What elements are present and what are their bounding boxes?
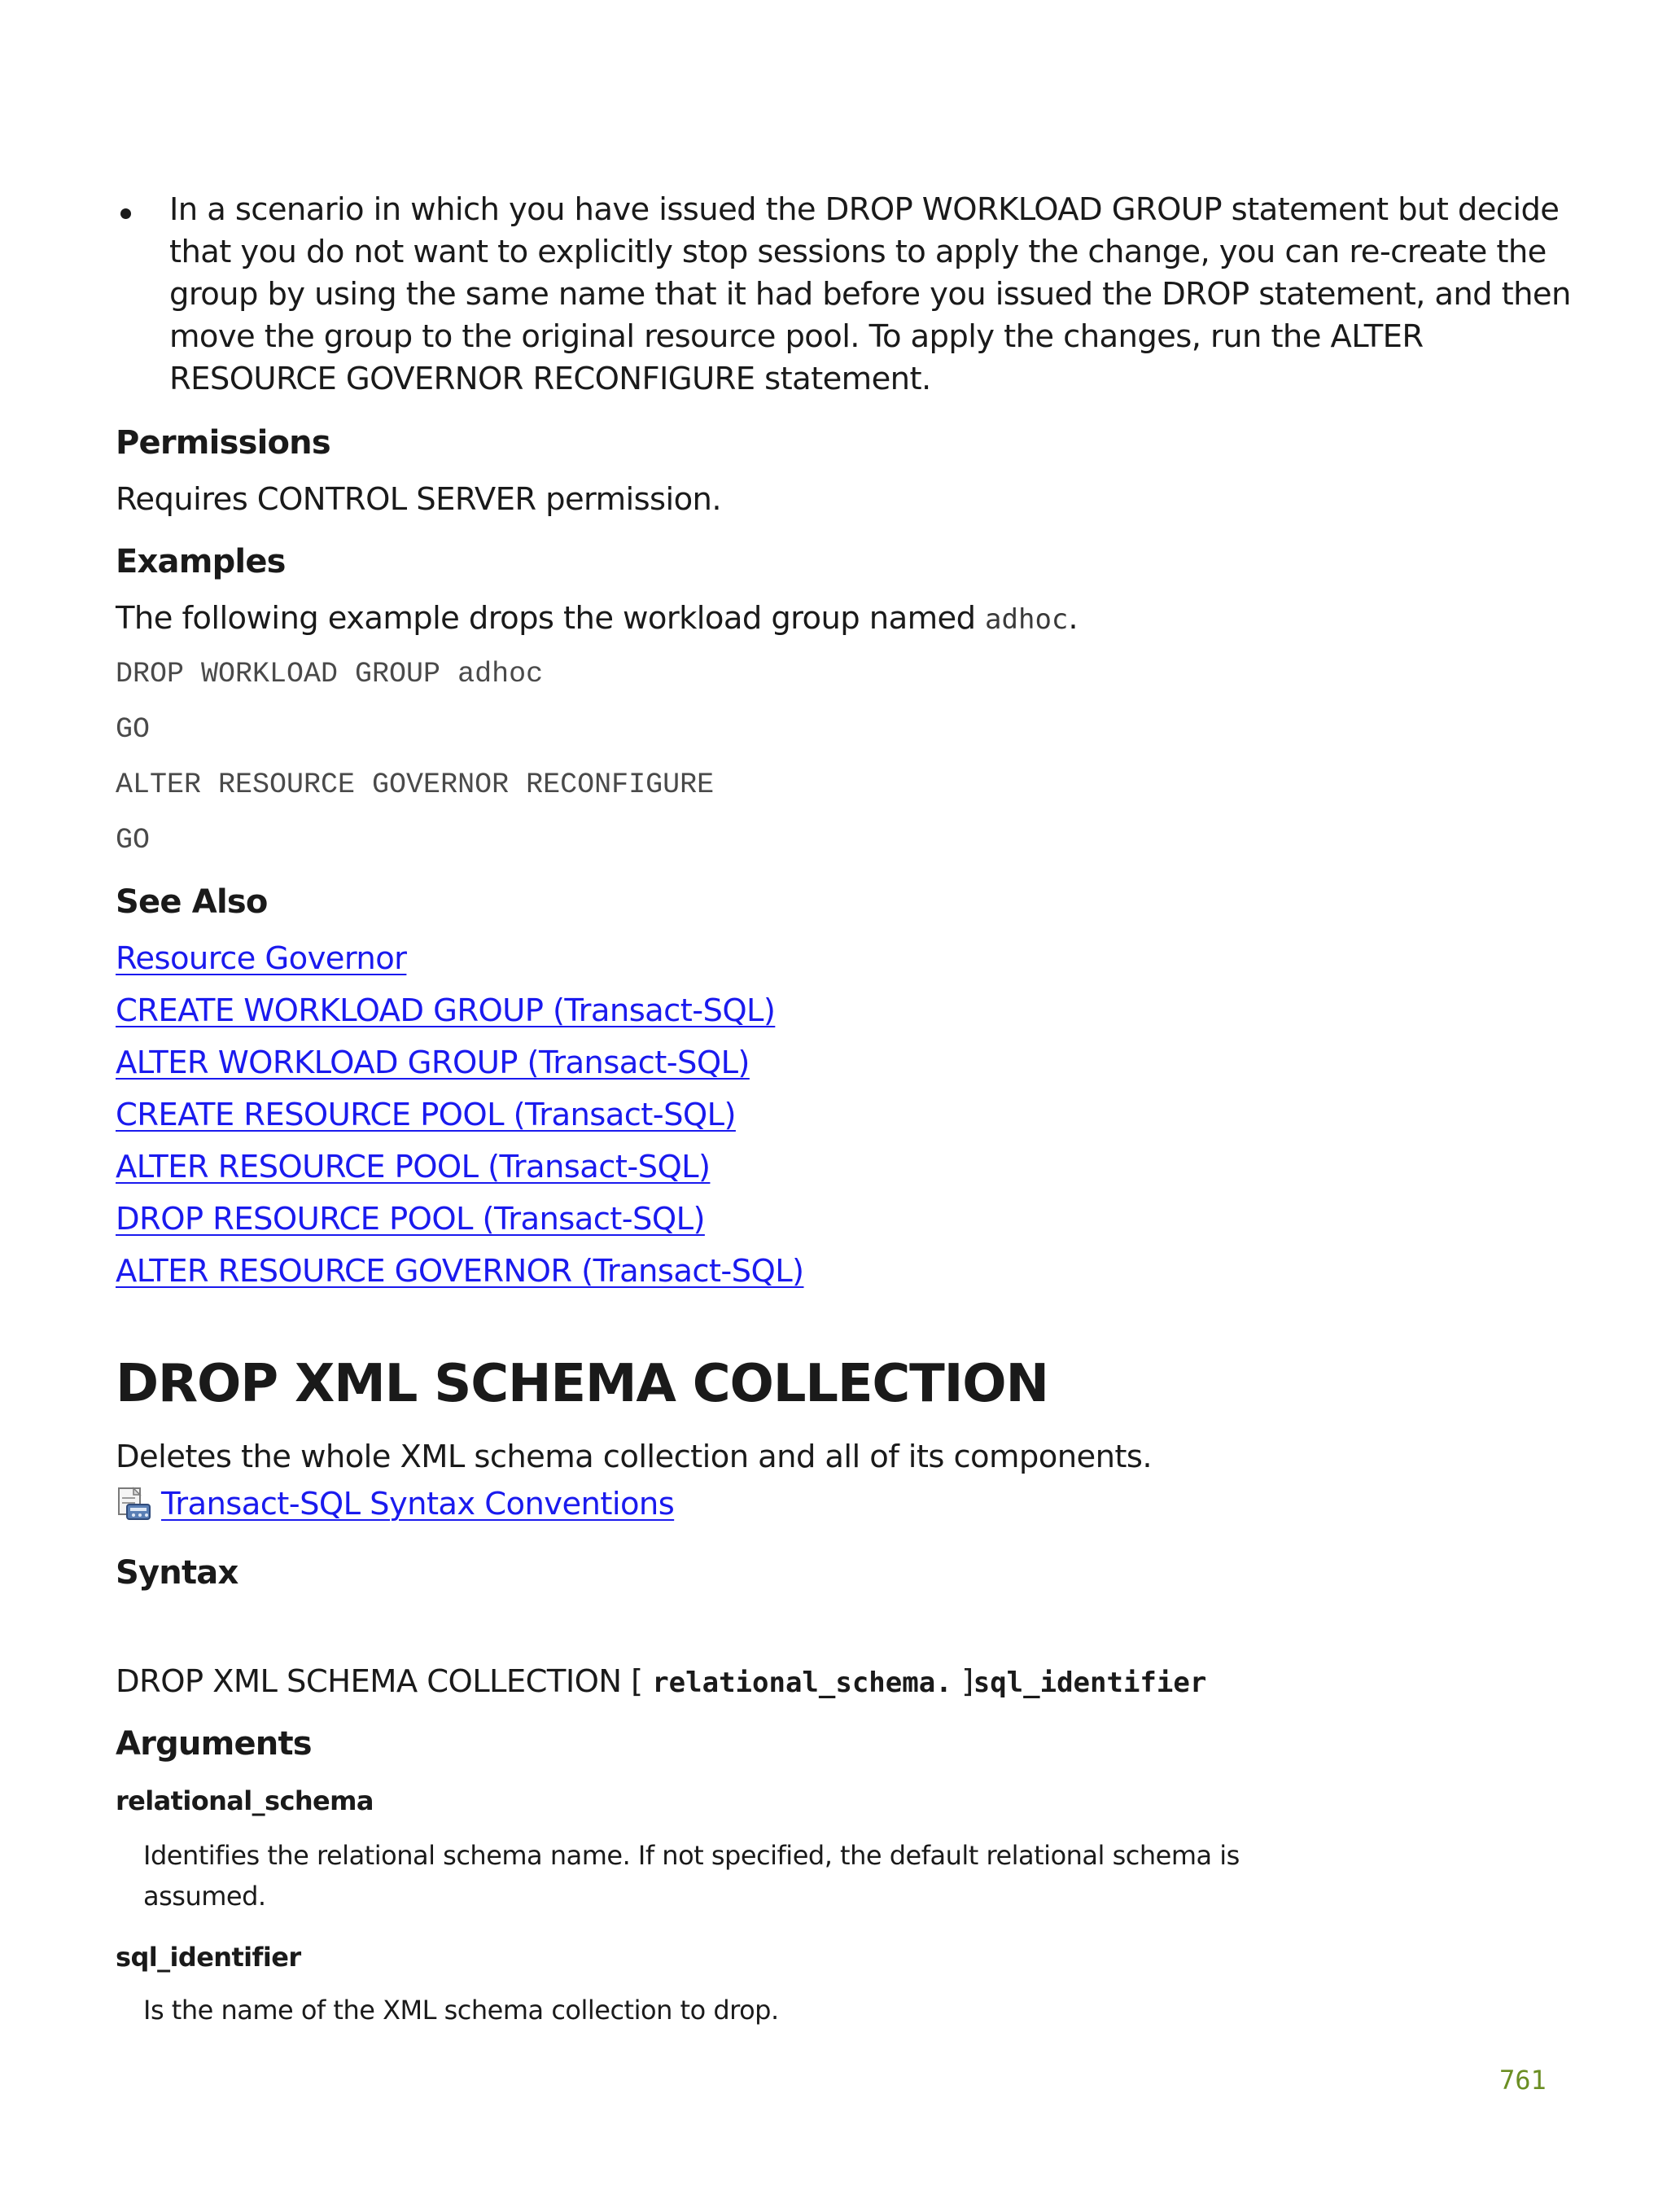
syntax-identifier-part: sql_identifier bbox=[973, 1667, 1207, 1699]
examples-intro-period: . bbox=[1068, 600, 1079, 637]
link-create-workload-group[interactable]: CREATE WORKLOAD GROUP (Transact-SQL) bbox=[116, 992, 776, 1029]
argument-name: sql_identifier bbox=[116, 1942, 301, 1973]
code-line: DROP WORKLOAD GROUP adhoc bbox=[116, 658, 544, 690]
bullet-line: In a scenario in which you have issued the DROP WORKLOAD GROUP statement but decide bbox=[169, 191, 1560, 228]
syntax-conventions-link[interactable]: Transact-SQL Syntax Conventions bbox=[161, 1486, 675, 1522]
bullet-line: group by using the same name that it had before you issued the DROP statement, and then bbox=[169, 276, 1571, 313]
syntax-statement bbox=[116, 1661, 1206, 1704]
see-also-heading: See Also bbox=[116, 883, 268, 921]
bullet-line: RESOURCE GOVERNOR RECONFIGURE statement. bbox=[169, 361, 931, 397]
arguments-heading: Arguments bbox=[116, 1725, 312, 1763]
section-title: DROP XML SCHEMA COLLECTION bbox=[116, 1354, 1048, 1414]
link-drop-resource-pool[interactable]: DROP RESOURCE POOL (Transact-SQL) bbox=[116, 1201, 705, 1237]
examples-intro-text: The following example drops the workload group named bbox=[116, 600, 986, 637]
argument-description bbox=[143, 1990, 779, 2030]
bullet-marker bbox=[120, 208, 131, 219]
syntax-prefix: DROP XML SCHEMA COLLECTION [ bbox=[116, 1663, 653, 1700]
link-resource-governor[interactable]: Resource Governor bbox=[116, 940, 407, 977]
code-line: GO bbox=[116, 824, 151, 856]
argument-description-line: Is the name of the XML schema collection to drop. bbox=[143, 1995, 779, 2026]
code-line: GO bbox=[116, 713, 151, 746]
bullet-line: that you do not want to explicitly stop sessions to apply the change, you can re-create the bbox=[169, 234, 1547, 270]
examples-intro bbox=[116, 598, 1078, 641]
argument-description bbox=[143, 1835, 1240, 1916]
link-alter-resource-pool[interactable]: ALTER RESOURCE POOL (Transact-SQL) bbox=[116, 1149, 711, 1185]
link-alter-workload-group[interactable]: ALTER WORKLOAD GROUP (Transact-SQL) bbox=[116, 1045, 750, 1081]
section-description: Deletes the whole XML schema collection and all of its components. bbox=[116, 1439, 1152, 1475]
bullet-line: move the group to the original resource pool. To apply the changes, run the ALTER bbox=[169, 318, 1424, 355]
syntax-bracket: ] bbox=[952, 1663, 974, 1700]
examples-intro-code: adhoc bbox=[985, 603, 1069, 636]
examples-heading: Examples bbox=[116, 543, 286, 580]
argument-description-line: assumed. bbox=[143, 1881, 266, 1912]
syntax-conventions-icon[interactable] bbox=[116, 1487, 153, 1522]
bullet-text bbox=[169, 189, 1571, 401]
argument-name: relational_schema bbox=[116, 1785, 374, 1816]
code-line: ALTER RESOURCE GOVERNOR RECONFIGURE bbox=[116, 769, 715, 801]
permissions-text: Requires CONTROL SERVER permission. bbox=[116, 481, 721, 518]
syntax-heading: Syntax bbox=[116, 1554, 238, 1592]
syntax-schema-part: relational_schema. bbox=[652, 1667, 952, 1699]
link-alter-resource-governor[interactable]: ALTER RESOURCE GOVERNOR (Transact-SQL) bbox=[116, 1253, 804, 1290]
link-create-resource-pool[interactable]: CREATE RESOURCE POOL (Transact-SQL) bbox=[116, 1097, 736, 1133]
page-number: 761 bbox=[1499, 2065, 1547, 2096]
argument-description-line: Identifies the relational schema name. If not specified, the default relational schema is bbox=[143, 1840, 1240, 1871]
permissions-heading: Permissions bbox=[116, 424, 330, 462]
